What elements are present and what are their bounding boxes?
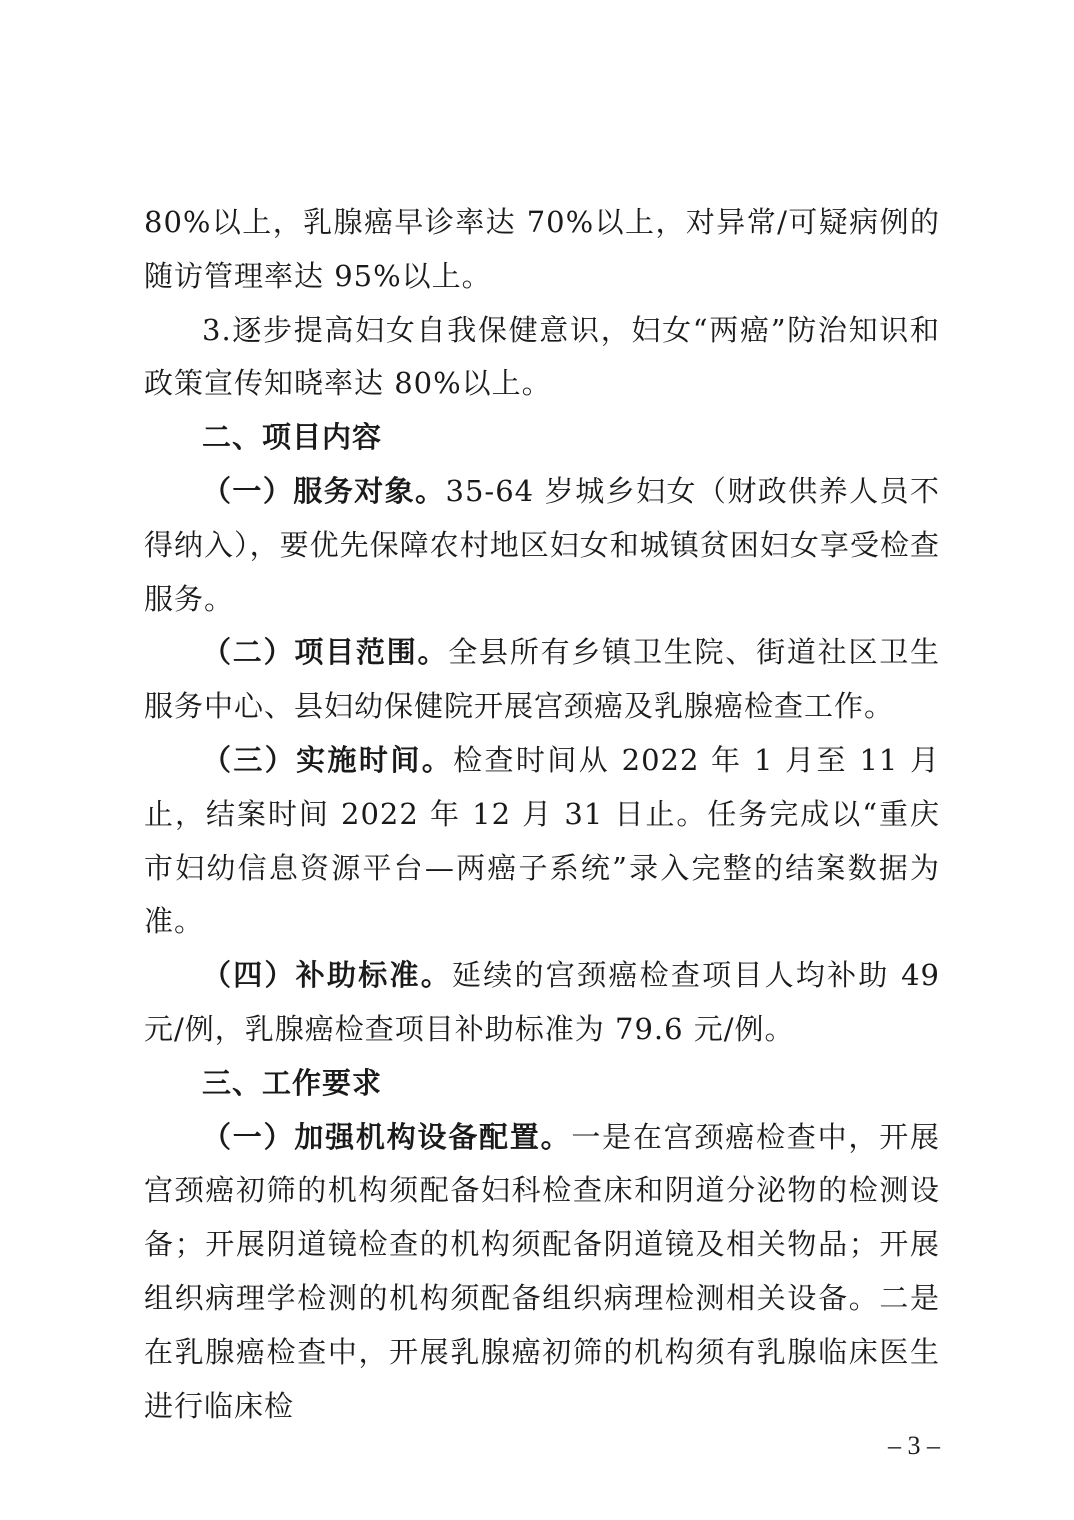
item-lead: （一）服务对象。 [202,473,446,508]
paragraph-text: 35-64 岁城乡妇女（财政供养人员不得纳入），要优先保障农村地区妇女和城镇贫困妇女享受检查服务。 [144,473,940,616]
paragraph-equipment-config [144,1111,940,1434]
paragraph-text: 3.逐步提高妇女自我保健意识，妇女“两癌”防治知识和政策宣传知晓率达 80%以上。 [144,312,940,401]
paragraph-text: 一是在宫颈癌检查中，开展宫颈癌初筛的机构须配备妇科检查床和阴道分泌物的检测设备；开展阴道镜检查的机构须配备阴道镜及相关物品；开展组织病理学检测的机构须配备组织病理检测相关设备。二是在乳腺癌检查中，开展乳腺癌初筛的机构须有乳腺临床医生进行临床检 [144,1119,940,1423]
paragraph-text: 检查时间从 2022 年 1 月至 11 月止，结案时间 2022 年 12 月 31 日止。任务完成以“重庆市妇幼信息资源平台—两癌子系统”录入完整的结案数据为准。 [144,742,940,939]
paragraph-project-scope [144,626,940,734]
paragraph-text: 80%以上，乳腺癌早诊率达 70%以上，对异常/可疑病例的随访管理率达 95%以上。 [144,205,940,293]
page-number: – 3 – [888,1431,940,1460]
paragraph-service-target [144,465,940,626]
paragraph-text: 全县所有乡镇卫生院、街道社区卫生服务中心、县妇幼保健院开展宫颈癌及乳腺癌检查工作。 [144,635,940,724]
item-lead: （四）补助标准。 [202,958,453,993]
item-lead: （一）加强机构设备配置。 [202,1119,572,1154]
section-heading-work-requirements: 三、工作要求 [202,1065,383,1100]
document-body [144,196,940,1433]
paragraph-goal-3 [144,304,940,412]
paragraph-implementation-time [144,734,940,949]
paragraph-continuation [144,196,940,304]
paragraph-subsidy-standard [144,949,940,1057]
item-lead: （三）实施时间。 [202,742,454,777]
item-lead: （二）项目范围。 [202,635,449,670]
section-heading-project-content: 二、项目内容 [202,420,383,455]
paragraph-text: 延续的宫颈癌检查项目人均补助 49 元/例，乳腺癌检查项目补助标准为 79.6 元/例。 [144,958,940,1046]
